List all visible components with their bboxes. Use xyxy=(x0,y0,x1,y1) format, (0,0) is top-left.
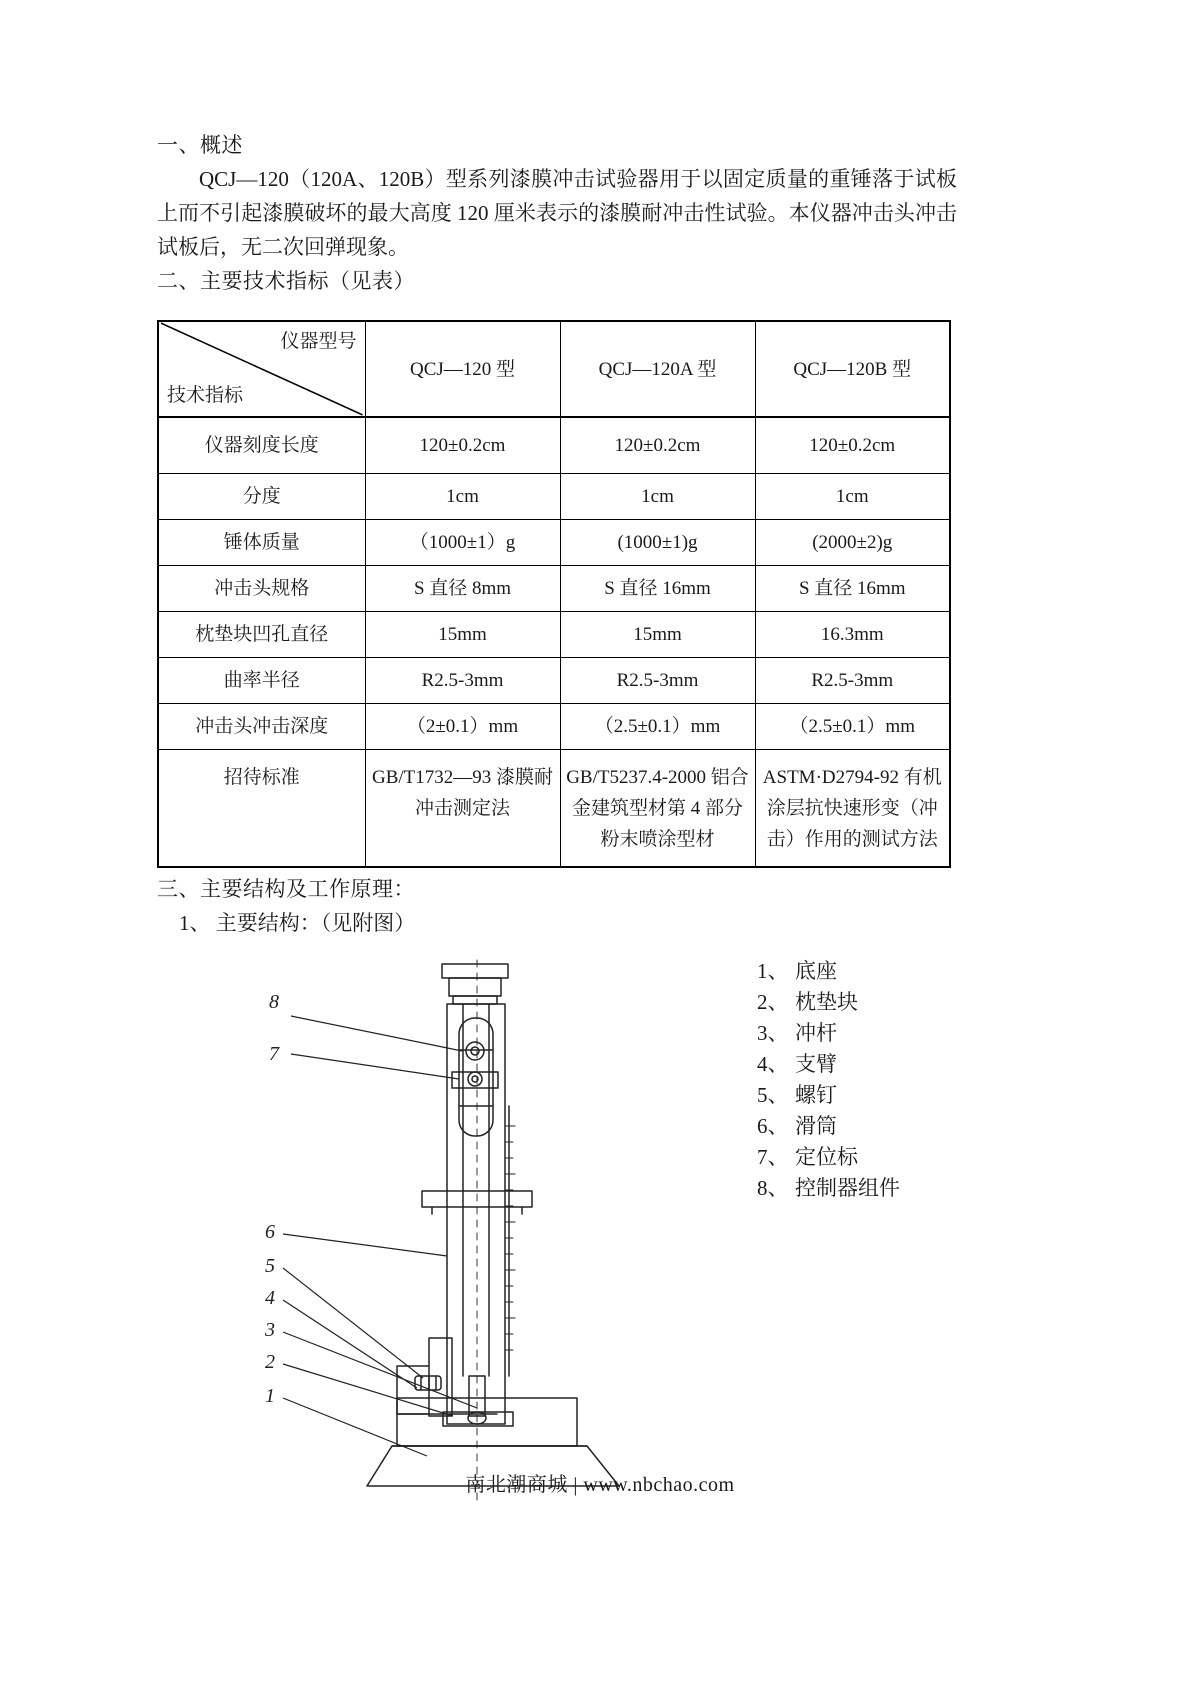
table-row xyxy=(158,417,950,473)
legend-label: 冲杆 xyxy=(795,1021,837,1045)
legend-number: 8、 xyxy=(757,1176,789,1200)
legend-item-8 xyxy=(757,1173,900,1204)
row-value: S 直径 16mm xyxy=(755,565,950,611)
table-row xyxy=(158,611,950,657)
row-value: 120±0.2cm xyxy=(365,417,560,473)
figure-legend xyxy=(757,956,900,1204)
legend-item-2 xyxy=(757,987,900,1018)
row-value: 1cm xyxy=(365,473,560,519)
legend-label: 滑筒 xyxy=(795,1114,837,1138)
row-value: （2.5±0.1）mm xyxy=(560,703,755,749)
row-value: 1cm xyxy=(560,473,755,519)
figure-area xyxy=(157,946,957,1521)
corner-top-label: 仪器型号 xyxy=(280,331,357,352)
legend-item-1 xyxy=(757,956,900,987)
row-value: R2.5-3mm xyxy=(365,657,560,703)
document-body xyxy=(157,128,957,1521)
page-footer: 南北潮商城 | www.nbchao.com xyxy=(465,1474,735,1496)
legend-item-5 xyxy=(757,1080,900,1111)
table-row xyxy=(158,749,950,867)
legend-number: 6、 xyxy=(757,1114,789,1138)
overview-paragraph xyxy=(157,162,957,264)
row-value: (2000±2)g xyxy=(755,519,950,565)
table-column-header-0: QCJ—120 型 xyxy=(365,321,560,417)
table-column-header-1: QCJ—120A 型 xyxy=(560,321,755,417)
legend-label: 底座 xyxy=(795,959,837,983)
legend-label: 枕垫块 xyxy=(795,990,858,1014)
table-row xyxy=(158,565,950,611)
section-heading-structure: 三、主要结构及工作原理： xyxy=(157,877,415,901)
row-value: (1000±1)g xyxy=(560,519,755,565)
legend-label: 螺钉 xyxy=(795,1083,837,1107)
row-value: （1000±1）g xyxy=(365,519,560,565)
callout-1: 1 xyxy=(265,1385,275,1407)
row-label: 分度 xyxy=(158,473,365,519)
row-value: S 直径 16mm xyxy=(560,565,755,611)
specifications-table xyxy=(157,320,951,868)
row-value: 1cm xyxy=(755,473,950,519)
section-heading-overview: 一、概述 xyxy=(157,133,243,157)
section-heading-specs: 二、主要技术指标（见表） xyxy=(157,269,415,293)
row-value: GB/T1732—93 漆膜耐冲击测定法 xyxy=(365,749,560,867)
row-value: （2.5±0.1）mm xyxy=(755,703,950,749)
row-value: S 直径 8mm xyxy=(365,565,560,611)
table-row xyxy=(158,703,950,749)
row-value: ASTM·D2794-92 有机涂层抗快速形变（冲击）作用的测试方法 xyxy=(755,749,950,867)
legend-number: 7、 xyxy=(757,1145,789,1169)
table-column-header-2: QCJ—120B 型 xyxy=(755,321,950,417)
row-label: 冲击头规格 xyxy=(158,565,365,611)
callout-7: 7 xyxy=(269,1043,279,1065)
row-value: 120±0.2cm xyxy=(755,417,950,473)
legend-number: 3、 xyxy=(757,1021,789,1045)
legend-label: 控制器组件 xyxy=(795,1176,900,1200)
legend-item-3 xyxy=(757,1018,900,1049)
row-value: 16.3mm xyxy=(755,611,950,657)
legend-label: 定位标 xyxy=(795,1145,858,1169)
callout-4: 4 xyxy=(265,1287,275,1309)
table-header-row xyxy=(158,321,950,417)
legend-number: 1、 xyxy=(757,959,789,983)
legend-item-7 xyxy=(757,1142,900,1173)
table-row xyxy=(158,473,950,519)
row-label: 曲率半径 xyxy=(158,657,365,703)
row-label: 仪器刻度长度 xyxy=(158,417,365,473)
table-row xyxy=(158,657,950,703)
row-value: R2.5-3mm xyxy=(755,657,950,703)
row-value: （2±0.1）mm xyxy=(365,703,560,749)
legend-item-6 xyxy=(757,1111,900,1142)
row-value: 120±0.2cm xyxy=(560,417,755,473)
callout-5: 5 xyxy=(265,1255,275,1277)
row-label: 冲击头冲击深度 xyxy=(158,703,365,749)
legend-item-4 xyxy=(757,1049,900,1080)
corner-bottom-label: 技术指标 xyxy=(167,385,244,406)
callout-2: 2 xyxy=(265,1351,275,1373)
row-value: R2.5-3mm xyxy=(560,657,755,703)
row-value: 15mm xyxy=(365,611,560,657)
overview-paragraph-text: QCJ—120（120A、120B）型系列漆膜冲击试验器用于以固定质量的重锤落于试板上而不引起漆膜破坏的最大高度 120 厘米表示的漆膜耐冲击性试验。本仪器冲击头冲击试板后，无二次回弹现象。 xyxy=(157,167,957,259)
row-value: 15mm xyxy=(560,611,755,657)
callout-8: 8 xyxy=(269,991,279,1013)
row-label: 锤体质量 xyxy=(158,519,365,565)
legend-number: 4、 xyxy=(757,1052,789,1076)
row-label: 招待标准 xyxy=(158,749,365,867)
row-value: GB/T5237.4-2000 铝合金建筑型材第 4 部分粉末喷涂型材 xyxy=(560,749,755,867)
row-label: 枕垫块凹孔直径 xyxy=(158,611,365,657)
table-corner-cell xyxy=(158,321,365,417)
callout-6: 6 xyxy=(265,1221,275,1243)
legend-number: 2、 xyxy=(757,990,789,1014)
apparatus-diagram xyxy=(247,946,727,1516)
legend-number: 5、 xyxy=(757,1083,789,1107)
callout-3: 3 xyxy=(265,1319,275,1341)
table-row xyxy=(158,519,950,565)
subsection-heading-main-structure: 1、 主要结构：（见附图） xyxy=(179,911,416,935)
legend-label: 支臂 xyxy=(795,1052,837,1076)
